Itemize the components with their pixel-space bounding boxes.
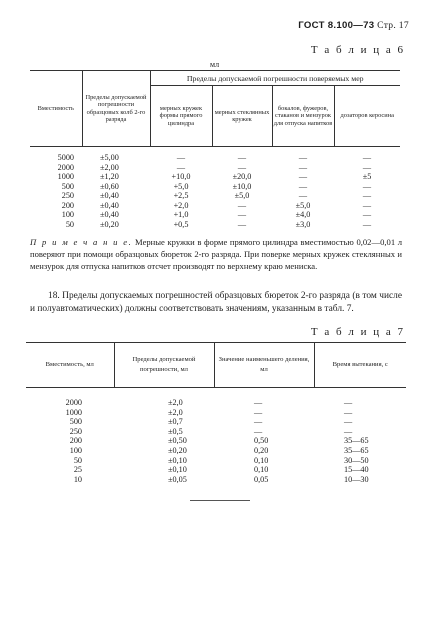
table-cell: 10—30 <box>344 474 369 484</box>
table-cell: — <box>237 153 247 162</box>
table-cell: 0,10 <box>254 465 269 475</box>
table-cell: 50 <box>65 219 74 229</box>
table-row <box>30 172 400 182</box>
table-cell: ±5,0 <box>234 191 250 200</box>
table-cell: — <box>362 219 372 229</box>
table-row <box>26 465 406 475</box>
table-cell: ±0,40 <box>100 191 119 200</box>
table-cell: ±0,40 <box>100 200 119 210</box>
table-cell: — <box>298 181 308 191</box>
table-cell: 10 <box>73 474 82 484</box>
table-cell: ±5 <box>362 172 372 181</box>
table-cell: 500 <box>61 181 74 191</box>
table-cell: — <box>254 407 263 417</box>
table-row <box>30 182 400 192</box>
table-row <box>30 220 400 230</box>
table-cell: — <box>298 172 308 181</box>
table-cell: +2,5 <box>173 191 189 200</box>
table-cell: ±0,10 <box>168 465 187 475</box>
table-cell: — <box>362 191 372 200</box>
table-cell: ±0,50 <box>168 436 187 446</box>
table-cell: — <box>344 426 353 436</box>
table6-note <box>30 236 402 272</box>
table-cell: — <box>237 219 247 229</box>
table-cell: 30—50 <box>344 455 369 465</box>
table-cell: — <box>362 181 372 191</box>
table-cell: ±10,0 <box>232 181 252 191</box>
table-row <box>26 475 406 485</box>
table-cell: ±2,0 <box>168 407 183 417</box>
footer-rule <box>190 500 250 501</box>
table-cell: ±5,0 <box>295 200 311 210</box>
table-cell: — <box>176 153 186 162</box>
table-row <box>26 436 406 446</box>
standard-number: ГОСТ 8.100—73 <box>298 20 375 31</box>
table7-header-capacity: Вместимость, мл <box>26 343 114 388</box>
table-cell: — <box>362 162 372 172</box>
table6-header-limits: Пределы допускаемой погрешности образцовых колб 2-го разряда <box>82 71 150 147</box>
table6-subheader-glass-mugs: мерных стеклянных кружек <box>212 86 272 147</box>
table7-header-outflow-time: Время вытекания, с <box>314 343 406 388</box>
table-cell: — <box>362 153 372 162</box>
table-row <box>26 388 406 408</box>
table-cell: 2000 <box>57 162 74 172</box>
table-cell: ±0,40 <box>100 210 119 219</box>
table-cell: +2,0 <box>173 200 189 210</box>
table-cell: 0,10 <box>254 455 269 465</box>
table-row <box>26 408 406 418</box>
table-row <box>30 201 400 211</box>
note-heading: П р и м е ч а н и е. <box>30 237 133 247</box>
table-cell: — <box>344 407 353 417</box>
table7 <box>26 342 406 484</box>
table-cell: 500 <box>69 417 82 427</box>
table-cell: 2000 <box>65 398 82 407</box>
table-cell: ±5,00 <box>100 153 119 162</box>
table-cell: 35—65 <box>344 436 369 446</box>
table-cell: — <box>176 162 186 172</box>
table-cell: — <box>237 210 247 219</box>
table-cell: 0,20 <box>254 445 269 455</box>
table6-header-capacity: Вместимость <box>30 71 82 147</box>
table-cell: ±0,05 <box>168 474 187 484</box>
table-cell: ±3,0 <box>295 219 311 229</box>
table-cell: ±0,5 <box>168 426 183 436</box>
table-cell: ±0,20 <box>168 445 187 455</box>
table6-unit: мл <box>210 60 220 69</box>
page-header <box>298 20 409 31</box>
table-cell: ±2,00 <box>100 162 119 172</box>
table-cell: 35—65 <box>344 445 369 455</box>
table-cell: ±20,0 <box>232 172 252 181</box>
table-cell: — <box>344 398 353 407</box>
table-cell: — <box>298 191 308 200</box>
table-cell: 0,50 <box>254 436 269 446</box>
table-row <box>26 417 406 427</box>
table6-header-group: Пределы допускаемой погрешности поверяемых мер <box>150 71 400 86</box>
table-cell: 5000 <box>57 153 74 162</box>
table-cell: — <box>362 210 372 219</box>
table-cell: — <box>298 153 308 162</box>
table-row <box>26 427 406 437</box>
table-cell: — <box>254 417 263 427</box>
table6 <box>30 70 400 229</box>
table-cell: +10,0 <box>171 172 191 181</box>
table7-header-division: Значение наименьшего деления, мл <box>214 343 314 388</box>
table-row <box>26 456 406 466</box>
table-cell: +0,5 <box>173 219 189 229</box>
table7-header-limits: Пределы допускаемой погрешности, мл <box>114 343 214 388</box>
table-cell: — <box>254 398 263 407</box>
table-row <box>30 210 400 220</box>
table-cell: ±0,7 <box>168 417 183 427</box>
table-cell: 1000 <box>65 407 82 417</box>
table-cell: — <box>344 417 353 427</box>
table-row <box>30 163 400 173</box>
table6-subheader-drink-vessels: бокалов, фужеров, стаканов и мензурок для отпуска напитков <box>272 86 334 147</box>
table-cell: 200 <box>69 436 82 446</box>
table-cell: ±0,60 <box>100 181 119 191</box>
table-cell: — <box>237 200 247 210</box>
table-cell: 250 <box>69 426 82 436</box>
table7-label: Т а б л и ц а 7 <box>310 326 405 338</box>
table-cell: 250 <box>61 191 74 200</box>
table-cell: — <box>298 162 308 172</box>
table-cell: ±1,20 <box>100 172 119 181</box>
table-cell: 50 <box>73 455 82 465</box>
table6-label: Т а б л и ц а 6 <box>310 44 405 56</box>
table-cell: ±0,10 <box>168 455 187 465</box>
table-cell: 15—40 <box>344 465 369 475</box>
table-row <box>26 446 406 456</box>
table-cell: 200 <box>61 200 74 210</box>
table-cell: ±0,20 <box>100 219 119 229</box>
table-cell: — <box>362 200 372 210</box>
table-cell: 1000 <box>57 172 74 181</box>
table-cell: +5,0 <box>173 181 189 191</box>
table6-subheader-cylinder-mugs: мерных кружек формы прямого цилиндра <box>150 86 212 147</box>
table-cell: 100 <box>69 445 82 455</box>
table6-subheader-kerosene-dispensers: дозаторов керосина <box>334 86 400 147</box>
paragraph-18: 18. Пределы допускаемых погрешностей образцовых бюреток 2-го разряда (в том числе и полуавтоматических) должны соответствовать значениям, указанным в табл. 7. <box>30 291 402 314</box>
table-cell: 25 <box>73 465 82 475</box>
note-text: Мерные кружки в форме прямого цилиндра вместимостью 0,02—0,01 л поверяют при помощи образцовых бюреток 2-го разряда. При поверке мерных кружек стеклянных и мензурок для отпуска напитков отсчет производят по верхнему краю мениска. <box>30 237 402 271</box>
table-cell: ±2,0 <box>168 398 183 407</box>
table-cell: 100 <box>61 210 74 219</box>
page-number: Стр. 17 <box>377 20 409 31</box>
table-cell: — <box>254 426 263 436</box>
table-cell: — <box>237 162 247 172</box>
table-cell: ±4,0 <box>295 210 311 219</box>
table-cell: 0,05 <box>254 474 269 484</box>
table-row <box>30 147 400 163</box>
table-cell: +1,0 <box>173 210 189 219</box>
table-row <box>30 191 400 201</box>
